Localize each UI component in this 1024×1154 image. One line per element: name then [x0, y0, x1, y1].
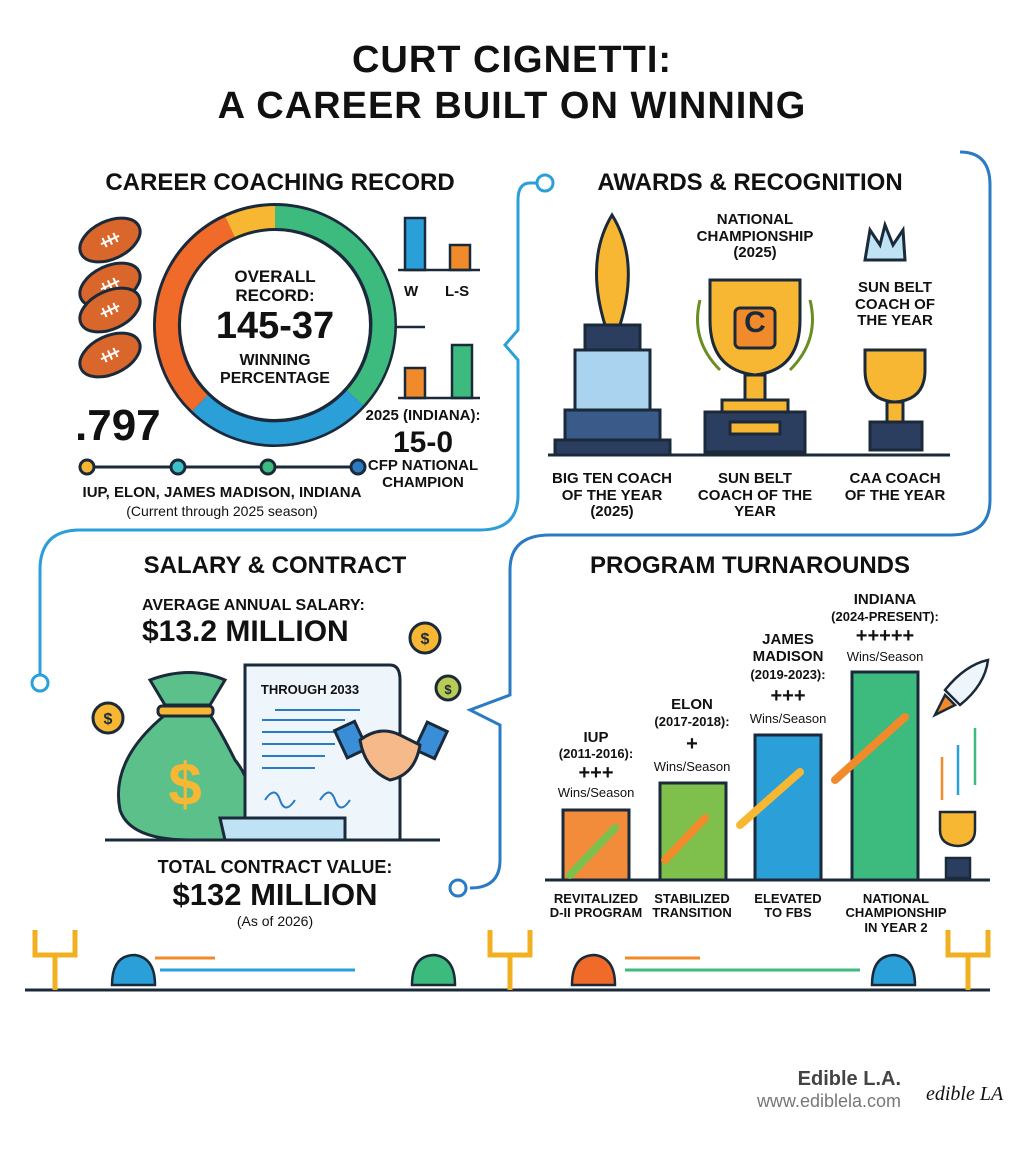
svg-text:$: $: [103, 711, 113, 728]
program-wins: +++: [770, 685, 806, 707]
program-years: (2017-2018):: [654, 714, 730, 729]
award-caa: CAA COACH OF THE YEAR: [844, 470, 946, 504]
program-result: NATIONAL CHAMPIONSHIP IN YEAR 2: [845, 891, 947, 935]
title-line-2: A CAREER BUILT ON WINNING: [217, 85, 807, 127]
record-heading: CAREER COACHING RECORD: [105, 169, 455, 196]
contract-term: THROUGH 2033: [260, 682, 360, 697]
season-note: CFP NATIONAL CHAMPION: [367, 457, 479, 491]
program-unit: Wins/Season: [653, 759, 731, 774]
program-name: JAMES MADISON: [752, 631, 824, 665]
edible-la-logo: edible LA: [926, 1083, 1004, 1105]
season-label: 2025 (INDIANA):: [365, 407, 481, 424]
award-sun-belt: SUN BELT COACH OF THE YEAR: [697, 470, 813, 520]
program-wins: +++: [578, 762, 614, 784]
program-result: ELEVATED TO FBS: [754, 891, 822, 921]
turnarounds-heading: PROGRAM TURNAROUNDS: [590, 552, 910, 579]
dollar-icon: $: [168, 751, 202, 818]
schools-list: IUP, ELON, JAMES MADISON, INDIANA: [82, 484, 362, 501]
program-unit: Wins/Season: [557, 785, 635, 800]
record-note: (Current through 2025 season): [126, 503, 318, 519]
total-contract-value: $132 MILLION: [172, 877, 378, 912]
footer-url[interactable]: www.ediblela.com: [756, 1091, 901, 1111]
program-wins: +++++: [855, 625, 915, 647]
goalpost-icon: [35, 930, 75, 990]
program-name: INDIANA: [853, 591, 917, 608]
program-years: (2019-2023):: [750, 667, 826, 682]
program-name: IUP: [583, 729, 609, 746]
season-value: 15-0: [392, 426, 454, 459]
bar-label-ls: L-S: [445, 283, 470, 300]
program-name: ELON: [671, 696, 713, 713]
award-national-championship: NATIONAL CHAMPIONSHIP (2025): [696, 211, 814, 261]
program-result: STABILIZED TRANSITION: [652, 891, 732, 921]
award-big-ten: BIG TEN COACH OF THE YEAR (2025): [552, 470, 672, 520]
bar-label-w: W: [404, 283, 419, 300]
winning-pct-value: .797: [75, 401, 161, 450]
program-wins: +: [686, 733, 698, 755]
total-contract-label: TOTAL CONTRACT VALUE:: [157, 857, 393, 877]
trophy-letter: C: [744, 306, 766, 339]
salary-heading: SALARY & CONTRACT: [143, 552, 407, 579]
goalpost-icon: [490, 930, 530, 990]
avg-salary-value: $13.2 MILLION: [142, 615, 349, 648]
overall-label: OVERALL RECORD:: [234, 267, 316, 305]
avg-salary-label: AVERAGE ANNUAL SALARY:: [142, 597, 365, 614]
program-result: REVITALIZED D-II PROGRAM: [549, 891, 643, 921]
awards-heading: AWARDS & RECOGNITION: [597, 169, 903, 196]
goalpost-icon: [948, 930, 988, 990]
overall-value: 145-37: [215, 305, 335, 347]
program-years: (2024-PRESENT):: [831, 609, 939, 624]
total-contract-note: (As of 2026): [236, 913, 314, 929]
svg-text:$: $: [420, 631, 430, 648]
winning-pct-label: WINNING PERCENTAGE: [220, 352, 330, 387]
program-unit: Wins/Season: [846, 649, 924, 664]
program-unit: Wins/Season: [749, 711, 827, 726]
footer-brand: Edible L.A.: [797, 1068, 901, 1090]
svg-text:$: $: [444, 682, 452, 697]
award-sun-belt-top: SUN BELT COACH OF THE YEAR: [855, 279, 935, 329]
title-line-1: CURT CIGNETTI:: [351, 39, 673, 81]
program-years: (2011-2016):: [558, 746, 634, 761]
